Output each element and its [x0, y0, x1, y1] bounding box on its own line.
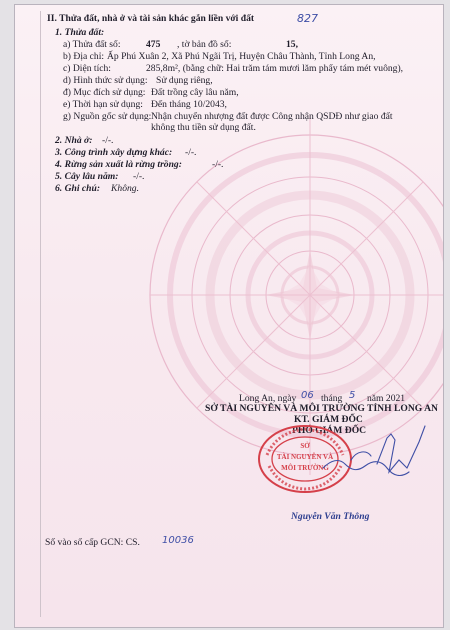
agency-name: SỞ TÀI NGUYÊN VÀ MÔI TRƯỜNG TỈNH LONG AN	[205, 403, 438, 414]
usage-form-label: d) Hình thức sử dụng:	[63, 75, 148, 86]
on-behalf-title: KT. GIÁM ĐỐC	[294, 414, 363, 425]
date-month: 5	[349, 390, 356, 401]
certificate-page	[14, 4, 444, 628]
construction-label: 3. Công trình xây dựng khác:	[55, 147, 173, 158]
house-value: -/-.	[102, 135, 114, 146]
handwritten-mark: 827	[297, 12, 318, 25]
perennial-value: -/-.	[133, 171, 145, 182]
area-label: c) Diện tích:	[63, 63, 111, 74]
date-month-label: tháng	[321, 393, 343, 404]
usage-purpose-label: đ) Mục đích sử dụng:	[63, 87, 146, 98]
parcel-number-label: a) Thửa đất số:	[63, 39, 121, 50]
usage-term-label: e) Thời hạn sử dụng:	[63, 99, 143, 110]
map-sheet-label: , tờ bản đồ số:	[177, 39, 232, 50]
seal-text-2: TÀI NGUYÊN VÀ	[276, 453, 334, 461]
usage-purpose-value: Đất trồng cây lâu năm,	[151, 87, 239, 98]
house-label: 2. Nhà ở:	[55, 135, 93, 146]
signer-name: Nguyễn Văn Thông	[291, 511, 370, 522]
origin-value-line2: không thu tiền sử dụng đất.	[151, 122, 256, 133]
position-title: PHÓ GIÁM ĐỐC	[292, 425, 367, 436]
date-year: năm 2021	[367, 393, 406, 404]
usage-term-value: Đến tháng 10/2043,	[151, 99, 227, 110]
perennial-label: 5. Cây lâu năm:	[55, 171, 119, 182]
date-day: 06	[301, 390, 314, 401]
usage-form-value: Sử dụng riêng,	[156, 75, 213, 86]
forest-value: -/-.	[212, 159, 224, 170]
section-title: II. Thửa đất, nhà ở và tài sản khác gắn liền với đất	[47, 13, 255, 24]
date-prefix: Long An, ngày	[239, 393, 297, 404]
note-label: 6. Ghi chú:	[55, 183, 101, 194]
note-value: Không.	[111, 183, 139, 194]
registry-label: Số vào sổ cấp GCN: CS.	[45, 537, 140, 548]
area-value: 285,8m², (bằng chữ: Hai trăm tám mươi lăm phẩy tám mét vuông),	[146, 63, 404, 74]
registry-number: 10036	[162, 535, 194, 546]
parcel-number-value: 475	[146, 39, 161, 50]
signature-icon	[315, 420, 435, 500]
map-sheet-value: 15,	[286, 39, 298, 50]
seal-text-1: SỞ	[300, 442, 310, 450]
origin-value-line1: Nhận chuyển nhượng đất được Công nhận QSDĐ như giao đất	[151, 111, 393, 122]
land-heading: 1. Thửa đất:	[55, 27, 105, 38]
origin-label: g) Nguồn gốc sử dụng:	[63, 111, 152, 122]
address-value: Ấp Phú Xuân 2, Xã Phú Ngãi Trị, Huyện Châu Thành, Tỉnh Long An,	[107, 51, 376, 62]
construction-value: -/-.	[185, 147, 197, 158]
address-label: b) Địa chỉ:	[63, 51, 105, 62]
seal-text-3: MÔI TRƯỜNG	[281, 464, 329, 472]
forest-label: 4. Rừng sản xuất là rừng trồng:	[55, 159, 182, 170]
page-margin-line	[40, 11, 41, 617]
